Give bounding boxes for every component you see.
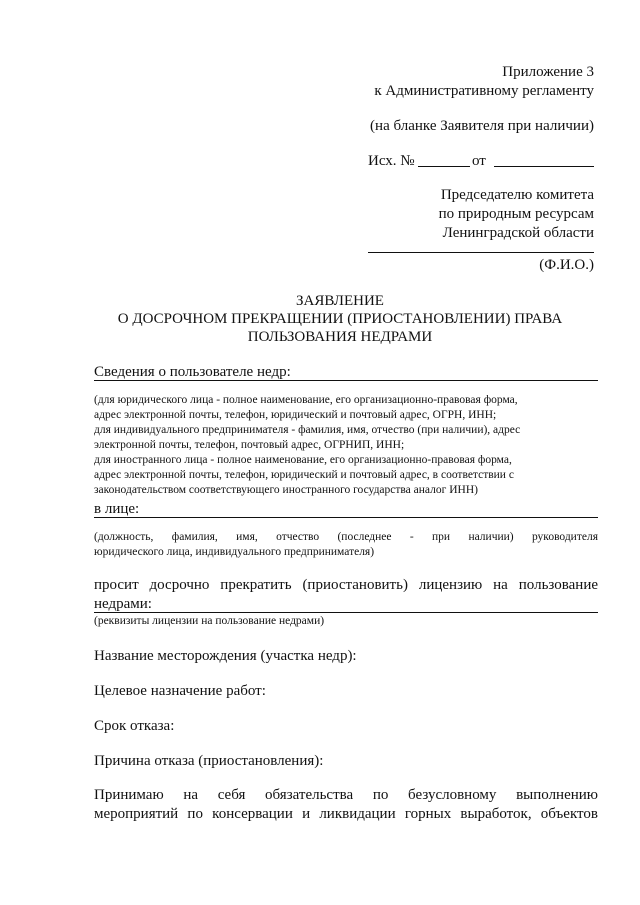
- title-line-2: О ДОСРОЧНОМ ПРЕКРАЩЕНИИ (ПРИОСТАНОВЛЕНИИ) ПРАВА: [117, 311, 563, 327]
- user-info-hint-1: (для юридического лица - полное наименование, его организационно-правовая форма,: [94, 394, 518, 406]
- head-hint-line-2: юридического лица, индивидуального предпринимателя): [94, 546, 375, 558]
- user-info-label: Сведения о пользователе недр:: [94, 364, 291, 380]
- obligation-line-2: мероприятий по консервации и ликвидации горных выработок, объектов: [94, 806, 598, 822]
- addressee-line-1: Председателю комитета: [440, 187, 594, 203]
- addressee-line-3: Ленинградской области: [442, 225, 594, 241]
- license-details-line: [94, 612, 598, 613]
- date-from-label: от: [472, 153, 486, 169]
- represented-by-label: в лице:: [94, 501, 140, 517]
- obligation-line-1: Принимаю на себя обязательства по безусловному выполнению: [94, 787, 598, 803]
- user-info-hint-4: электронной почты, телефон, почтовый адрес, ОГРНИП, ИНН;: [94, 439, 405, 451]
- letterhead-note: (на бланке Заявителя при наличии): [370, 118, 594, 134]
- user-info-hint-6: адрес электронной почты, телефон, юридический и почтовый адрес, в соответствии с: [94, 469, 514, 481]
- title-line-3: ПОЛЬЗОВАНИЯ НЕДРАМИ: [247, 329, 433, 345]
- head-hint-line-1: (должность, фамилия, имя, отчество (последнее - при наличии) руководителя: [94, 531, 598, 543]
- user-info-line: [94, 380, 598, 381]
- fio-caption: (Ф.И.О.): [539, 257, 594, 273]
- regulation-reference: к Административному регламенту: [374, 83, 594, 99]
- outgoing-number-label: Исх. №: [368, 153, 415, 169]
- appendix-number: Приложение 3: [502, 64, 594, 80]
- request-line-1: просит досрочно прекратить (приостановить) лицензию на пользование: [94, 577, 598, 593]
- date-line: [494, 166, 594, 167]
- title-line-1: ЗАЯВЛЕНИЕ: [296, 293, 384, 309]
- request-line-2: недрами:: [94, 596, 152, 612]
- outgoing-number-line: [418, 166, 470, 167]
- license-hint: (реквизиты лицензии на пользование недрами): [94, 615, 325, 627]
- addressee-signature-line: [368, 252, 594, 253]
- user-info-hint-2: адрес электронной почты, телефон, юридический и почтовый адрес, ОГРН, ИНН;: [94, 409, 497, 421]
- deposit-name-label: Название месторождения (участка недр):: [94, 648, 357, 664]
- user-info-hint-3: для индивидуального предпринимателя - фамилия, имя, отчество (при наличии), адрес: [94, 424, 521, 436]
- user-info-hint-7: законодательством соответствующего иностранного государства аналог ИНН): [94, 484, 478, 496]
- addressee-line-2: по природным ресурсам: [438, 206, 594, 222]
- refusal-term-label: Срок отказа:: [94, 718, 175, 734]
- work-purpose-label: Целевое назначение работ:: [94, 683, 266, 699]
- refusal-reason-label: Причина отказа (приостановления):: [94, 753, 324, 769]
- user-info-hint-5: для иностранного лица - полное наименование, его организационно-правовая форма,: [94, 454, 512, 466]
- represented-by-line: [94, 517, 598, 518]
